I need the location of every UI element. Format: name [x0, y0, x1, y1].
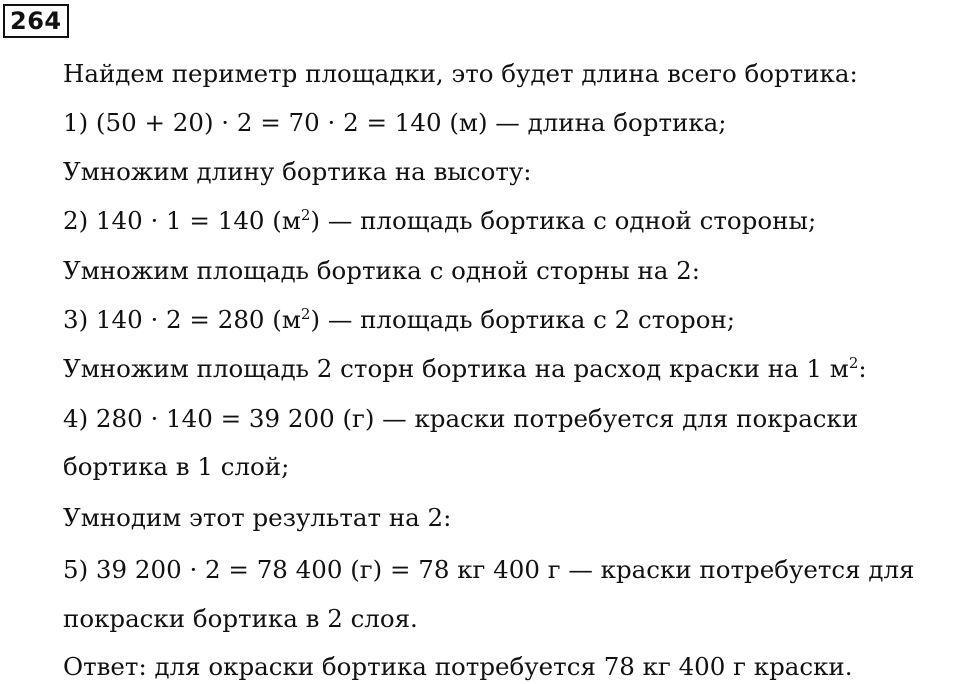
text-line [63, 305, 735, 335]
text-fragment: : [858, 354, 867, 383]
text-fragment: Умножим длину бортика на высоту: [63, 157, 532, 186]
superscript: 2 [300, 304, 311, 323]
text-fragment: 4) 280 · 140 = 39 200 (г) — краски потребуется для покраски [63, 404, 859, 433]
text-line [63, 503, 451, 533]
text-line [63, 206, 816, 236]
text-fragment: ) — площадь бортика с 2 сторон; [310, 305, 736, 334]
text-fragment: Умнодим этот результат на 2: [63, 503, 452, 532]
text-line [63, 404, 858, 434]
text-line [63, 59, 858, 89]
superscript: 2 [300, 205, 311, 224]
text-fragment: покраски бортика в 2 слоя. [63, 604, 418, 633]
text-line [63, 555, 915, 585]
text-fragment: Ответ: для окраски бортика потребуется 78 кг 400 г краски. [63, 652, 853, 681]
text-line [63, 108, 727, 138]
text-fragment: Умножим площадь бортика с одной сторны на 2: [63, 256, 700, 285]
text-fragment: 2) 140 · 1 = 140 (м [63, 206, 301, 235]
text-line [63, 354, 867, 384]
text-fragment: 1) (50 + 20) · 2 = 70 · 2 = 140 (м) — длина бортика; [63, 108, 727, 137]
problem-number: 264 [3, 4, 69, 38]
superscript: 2 [848, 353, 859, 372]
text-fragment: Умножим площадь 2 сторн бортика на расход краски на 1 м [63, 354, 849, 383]
text-fragment: ) — площадь бортика с одной стороны; [310, 206, 817, 235]
text-fragment: 3) 140 · 2 = 280 (м [63, 305, 301, 334]
text-line [63, 157, 532, 187]
text-fragment: 5) 39 200 · 2 = 78 400 (г) = 78 кг 400 г — краски потребуется для [63, 555, 915, 584]
text-fragment: бортика в 1 слой; [63, 452, 290, 481]
text-line [63, 604, 418, 634]
text-line [63, 652, 853, 682]
text-line [63, 452, 289, 482]
text-line [63, 256, 700, 286]
text-fragment: Найдем периметр площадки, это будет длина всего бортика: [63, 59, 858, 88]
